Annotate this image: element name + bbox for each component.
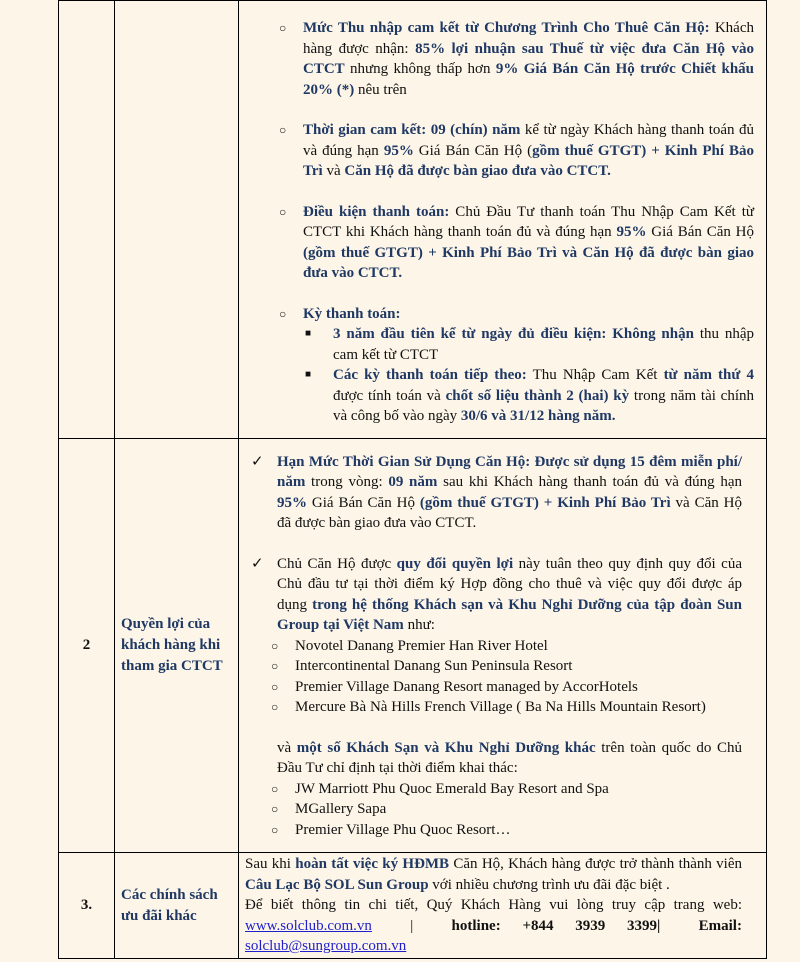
row2-label-cell: Quyền lợi của khách hàng khi tham gia CTCT xyxy=(115,439,239,853)
circle-bullet-icon: ○ xyxy=(279,306,287,321)
body-text: Giá Bán Căn Hộ ( xyxy=(413,142,533,159)
body-text: Giá Bán Căn Hộ xyxy=(646,224,754,241)
body-text: kể từ ngày Khách hàng thanh toán đủ và đúng hạn xyxy=(303,122,754,159)
website-link[interactable]: www.solclub.com.vn xyxy=(245,917,372,934)
row3-num-cell: 3. xyxy=(59,853,115,959)
square-bullet-icon: ■ xyxy=(305,369,312,381)
body-text: nêu trên xyxy=(358,81,407,98)
email-label: Email: xyxy=(698,917,742,934)
body-text: sau khi Khách hàng thanh toán đủ và đúng hạn xyxy=(437,474,742,491)
circle-bullet-icon: ○ xyxy=(279,21,287,36)
emphasis-text: chốt số liệu thành 2 (hai) kỳ xyxy=(445,387,630,404)
emphasis-text: Câu Lạc Bộ SOL Sun Group xyxy=(245,876,429,893)
circle-bullet-icon: ○ xyxy=(279,204,287,219)
emphasis-text: 85% lợi nhuận sau Thuế từ việc đưa Căn Hộ vào CTCT xyxy=(303,40,755,78)
payment-period-sub-item xyxy=(305,365,754,427)
emphasis-text: trong hệ thống Khách sạn và Khu Nghỉ Dưỡng của tập đoàn Sun Group tại Việt Nam xyxy=(277,596,742,634)
body-text: Chủ Căn Hộ được xyxy=(277,555,397,572)
contact-separator: | xyxy=(410,917,414,934)
circle-bullet-icon: ○ xyxy=(271,638,279,653)
body-text: và xyxy=(322,163,345,180)
row1-num-cell xyxy=(59,1,115,439)
emphasis-text: gồm thuế GTGT) + Kinh Phí Bảo Trì xyxy=(303,142,754,180)
contact-line xyxy=(245,916,742,937)
body-text: nhưng không thấp hơn xyxy=(344,61,496,78)
list-item: ○ JW Marriott Phu Quoc Emerald Bay Resort and Spa xyxy=(295,779,742,800)
emphasis-text: từ năm thứ 4 xyxy=(663,367,754,384)
table-row xyxy=(59,853,767,959)
emphasis-text: 30/6 và 31/12 hàng năm. xyxy=(460,408,616,425)
list-item: ○ Premier Village Danang Resort managed by AccorHotels xyxy=(295,677,742,698)
circle-bullet-icon: ○ xyxy=(271,679,279,694)
commitment-term-item xyxy=(279,120,754,182)
payment-period-item xyxy=(279,304,754,427)
body-text: thu nhập cam kết từ CTCT xyxy=(333,326,754,363)
body-text: Giá Bán Căn Hộ xyxy=(307,494,420,511)
emphasis-text: Thời gian cam kết: 09 (chín) năm xyxy=(303,122,521,139)
emphasis-text: hoàn tất việc ký HĐMB xyxy=(295,856,450,873)
email-link[interactable]: solclub@sungroup.com.vn xyxy=(245,938,407,955)
hotline-text: hotline: +844 3939 3399| xyxy=(451,917,661,934)
payment-period-title: Kỳ thanh toán: xyxy=(303,305,401,322)
circle-bullet-icon: ○ xyxy=(279,123,287,138)
hotel-list-secondary xyxy=(271,779,742,841)
emphasis-text: 95% xyxy=(383,142,414,159)
body-text: Sau khi xyxy=(245,856,296,873)
circle-bullet-icon: ○ xyxy=(271,822,279,837)
list-item: ○ Novotel Danang Premier Han River Hotel xyxy=(295,636,742,657)
policy-table xyxy=(58,0,767,959)
body-text: Căn Hộ, Khách hàng được trở thành thành viên xyxy=(449,856,743,873)
emphasis-text: 3 năm đầu tiên kể từ ngày đủ điều kiện: Không nhận xyxy=(333,326,694,343)
circle-bullet-icon: ○ xyxy=(271,659,279,674)
body-text: Chủ Đầu Tư thanh toán Thu Nhập Cam Kết từ CTCT khi Khách hàng thanh toán đủ và đúng hạn xyxy=(303,203,754,241)
body-text: Thu Nhập Cam Kết xyxy=(526,367,664,384)
row1-label-cell xyxy=(115,1,239,439)
table-row xyxy=(59,1,767,439)
circle-bullet-icon: ○ xyxy=(271,781,279,796)
body-text: với nhiều chương trình ưu đãi đặc biệt . xyxy=(428,876,670,893)
hotel-list-primary xyxy=(271,636,742,718)
list-item: ○ Premier Village Phu Quoc Resort… xyxy=(295,820,742,841)
commitment-income-item xyxy=(279,18,755,100)
emphasis-text: Hạn Mức Thời Gian Sử Dụng Căn Hộ: Được sử dụng 15 đêm miễn phí/ năm xyxy=(277,453,742,491)
circle-bullet-icon: ○ xyxy=(271,700,279,715)
other-hotels-text xyxy=(277,738,742,779)
emphasis-text: Mức Thu nhập cam kết từ Chương Trình Cho Thuê Căn Hộ: xyxy=(303,20,710,37)
emphasis-text: 9% Giá Bán Căn Hộ trước Chiết khấu 20% (*) xyxy=(303,61,755,98)
checkmark-icon: ✓ xyxy=(251,453,264,470)
checkmark-icon: ✓ xyxy=(251,555,264,572)
emphasis-text: Căn Hộ đã được bàn giao đưa vào CTCT. xyxy=(344,163,611,180)
body-text: trong vòng: xyxy=(305,474,389,491)
benefit-exchange-item xyxy=(251,554,742,636)
payment-condition-item xyxy=(279,202,754,284)
body-text: Khách hàng được nhận: xyxy=(303,20,754,57)
contact-intro-text: Để biết thông tin chi tiết, Quý Khách Hàng vui lòng truy cập trang web: xyxy=(245,897,742,914)
body-text: được tính toán và xyxy=(333,387,446,404)
square-bullet-icon: ■ xyxy=(305,328,312,340)
emphasis-text: quy đổi quyền lợi xyxy=(396,555,514,572)
body-text: và xyxy=(277,739,297,756)
body-text: trên toàn quốc do Chủ Đầu Tư chỉ định tại thời điểm khai thác: xyxy=(277,739,742,777)
row2-body-cell xyxy=(239,439,767,853)
emphasis-text: Các kỳ thanh toán tiếp theo: xyxy=(333,367,527,384)
circle-bullet-icon: ○ xyxy=(271,802,279,817)
emphasis-text: 95% xyxy=(277,494,307,511)
row2-num-cell: 2 xyxy=(59,439,115,853)
body-text: này tuân theo quy định quy đổi của Chủ đầu tư tại thời điểm ký Hợp đồng cho thuê và việc quy đổi được áp dụng xyxy=(277,555,742,613)
body-text: và Căn Hộ đã được bàn giao đưa vào CTCT. xyxy=(277,494,742,532)
row1-body-cell xyxy=(239,1,767,439)
list-item: ○ MGallery Sapa xyxy=(295,799,742,820)
emphasis-text: một số Khách Sạn và Khu Nghỉ Dưỡng khác xyxy=(296,739,596,756)
list-item: ○ Mercure Bà Nà Hills French Village ( Ba Na Hills Mountain Resort) xyxy=(295,697,742,718)
emphasis-text: 09 năm xyxy=(388,474,438,491)
emphasis-text: Điều kiện thanh toán: xyxy=(303,203,450,220)
payment-period-sub-item xyxy=(305,324,754,365)
usage-limit-item xyxy=(251,452,742,534)
body-text: như: xyxy=(403,617,435,634)
body-text: trong năm tài chính và công bố vào ngày xyxy=(333,387,754,425)
emphasis-text: (gồm thuế GTGT) + Kinh Phí Bảo Trì xyxy=(419,494,671,511)
table-row xyxy=(59,439,767,853)
sol-club-text xyxy=(245,854,742,895)
row3-body-cell xyxy=(239,853,767,959)
emphasis-text: 95% xyxy=(616,224,647,241)
row3-label-cell: Các chính sách ưu đãi khác xyxy=(115,853,239,959)
emphasis-text: (gồm thuế GTGT) + Kinh Phí Bảo Trì và Căn Hộ đã được bàn giao đưa vào CTCT. xyxy=(303,244,754,282)
list-item: ○ Intercontinental Danang Sun Peninsula Resort xyxy=(295,656,742,677)
